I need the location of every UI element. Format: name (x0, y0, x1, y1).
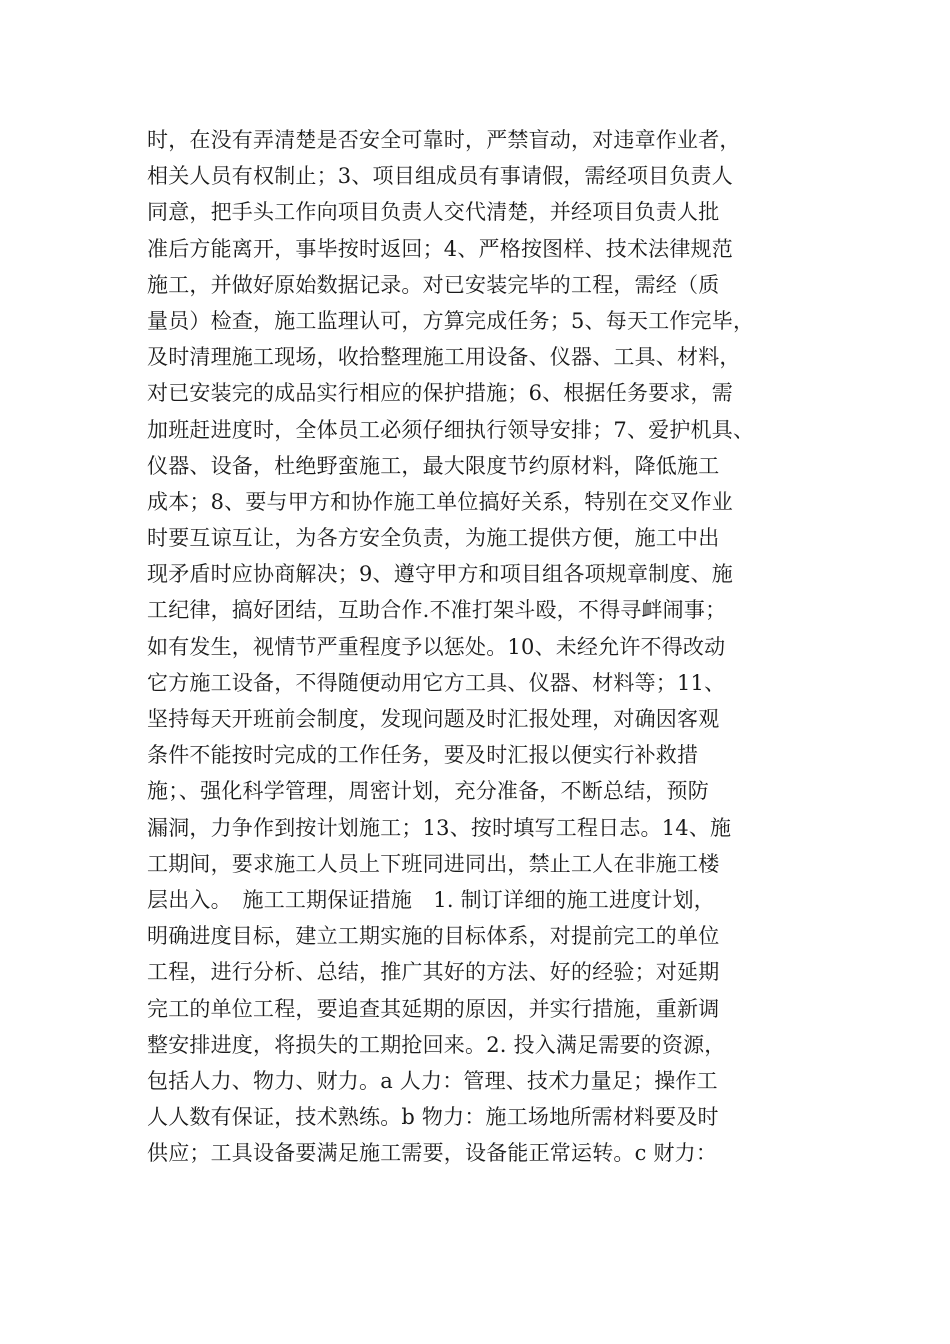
body-text (147, 122, 847, 1171)
text-line: 施工，并做好原始数据记录。对已安装完毕的工程，需经（质 (147, 272, 720, 297)
text-line: 对已安装完的成品实行相应的保护措施；6、根据任务要求，需 (147, 381, 733, 406)
text-line: 工期间，要求施工人员上下班同进同出，禁止工人在非施工楼 (147, 851, 720, 876)
text-line: 工纪律，搞好团结，互助合作.不准打架斗殴，不得寻衅闹事； (147, 598, 727, 623)
text-line: 量员）检查，施工监理认可，方算完成任务；5、每天工作完毕， (147, 308, 755, 333)
text-line: 完工的单位工程，要追查其延期的原因，并实行措施，重新调 (147, 996, 720, 1021)
text-line: 层出入。 施工工期保证措施 1. 制订详细的施工进度计划， (147, 887, 716, 912)
text-line: 相关人员有权制止；3、项目组成员有事请假，需经项目负责人 (147, 164, 733, 189)
text-line: 成本；8、要与甲方和协作施工单位搞好关系，特别在交叉作业 (147, 489, 733, 514)
text-line: 同意，把手头工作向项目负责人交代清楚，并经项目负责人批 (147, 200, 720, 225)
text-line: 现矛盾时应协商解决；9、遵守甲方和项目组各项规章制度、施 (147, 562, 733, 587)
text-line: 人人数有保证，技术熟练。b 物力：施工场地所需材料要及时 (147, 1105, 719, 1130)
text-line: 加班赶进度时，全体员工必须仔细执行领导安排；7、爱护机具、 (147, 417, 755, 442)
text-line: 及时清理施工现场，收拾整理施工用设备、仪器、工具、材料， (147, 345, 741, 370)
text-line: 包括人力、物力、财力。a 人力：管理、技术力量足；操作工 (147, 1068, 718, 1093)
text-line: 工程，进行分析、总结，推广其好的方法、好的经验；对延期 (147, 960, 720, 985)
text-line: 坚持每天开班前会制度，发现问题及时汇报处理，对确因客观 (147, 707, 720, 731)
text-line: 时要互谅互让，为各方安全负责，为施工提供方便，施工中出 (147, 526, 720, 551)
text-line: 整安排进度，将损失的工期抢回来。2. 投入满足需要的资源， (147, 1032, 726, 1057)
text-line: 准后方能离开，事毕按时返回；4、严格按图样、技术法律规范 (147, 236, 733, 261)
text-line: 施；、强化科学管理，周密计划，充分准备，不断总结，预防 (147, 779, 709, 804)
text-line: 如有发生，视情节严重程度予以惩处。10、未经允许不得改动 (147, 634, 726, 659)
text-line: 供应；工具设备要满足施工需要，设备能正常运转。c 财力： (147, 1141, 718, 1166)
text-line: 它方施工设备，不得随便动用它方工具、仪器、材料等；11、 (147, 670, 726, 695)
text-line: 仪器、设备，杜绝野蛮施工，最大限度节约原材料，降低施工 (147, 453, 720, 478)
text-line: 时，在没有弄清楚是否安全可靠时，严禁盲动，对违章作业者， (147, 128, 741, 152)
text-line: 条件不能按时完成的工作任务，要及时汇报以便实行补救措 (147, 743, 699, 768)
text-line: 明确进度目标，建立工期实施的目标体系，对提前完工的单位 (147, 924, 720, 949)
text-line: 漏洞，力争作到按计划施工；13、按时填写工程日志。14、施 (147, 815, 732, 840)
